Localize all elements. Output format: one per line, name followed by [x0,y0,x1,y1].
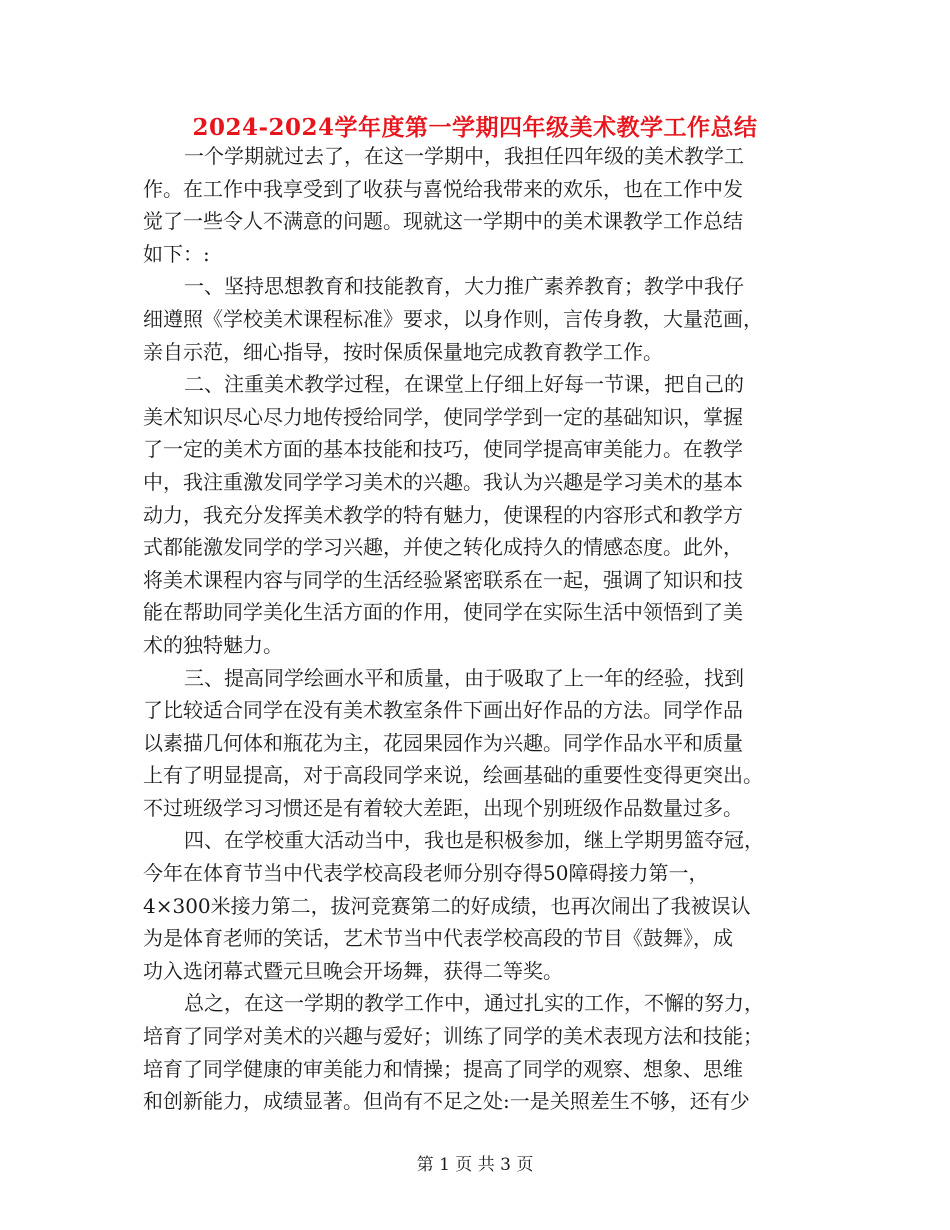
text-line: 作。在工作中我享受到了收获与喜悦给我带来的欢乐，也在工作中发 [143,176,743,201]
text-line: 了比较适合同学在没有美术教室条件下画出好作品的方法。同学作品 [143,698,743,723]
text-line: 式都能激发同学的学习兴趣，并使之转化成持久的情感态度。此外， [143,535,743,560]
paragraph-section-2 [143,368,809,661]
text-line: 能在帮助同学美化生活方面的作用，使同学在实际生活中领悟到了美 [143,600,743,625]
text-line: 中，我注重激发同学学习美术的兴趣。我认为兴趣是学习美术的基本 [143,469,743,494]
text-line: 功入选闭幕式暨元旦晚会开场舞，获得二等奖。 [143,958,563,983]
text-line: 术的独特魅力。 [143,632,283,657]
paragraph-section-3 [143,662,809,825]
page-title: 2024-2024学年度第一学期四年级美术教学工作总结 [192,114,758,141]
paragraph-intro [143,140,809,270]
text-line: 一个学期就过去了，在这一学期中，我担任四年级的美术教学工 [184,144,744,168]
text-line: 四、在学校重大活动当中，我也是积极参加，继上学期男篮夺冠， [184,828,764,853]
text-line: 一、坚持思想教育和技能教育，大力推广素养教育；教学中我仔 [184,274,744,299]
text-line: 亲自示范，细心指导，按时保质保量地完成教育教学工作。 [143,339,663,364]
document-body [143,140,809,1118]
paragraph-section-4 [143,824,809,987]
text-line: 三、提高同学绘画水平和质量，由于吸取了上一年的经验，找到 [184,665,744,690]
text-line: 总之，在这一学期的教学工作中，通过扎实的工作，不懈的努力， [184,991,764,1016]
text-line: 二、注重美术教学过程，在课堂上仔细上好每一节课，把自己的 [184,372,744,397]
text-line: 不过班级学习习惯还是有着较大差距，出现个别班级作品数量过多。 [143,795,743,820]
text-line: 和创新能力，成绩显著。但尚有不足之处:一是关照差生不够，还有少 [143,1089,750,1114]
text-line: 美术知识尽心尽力地传授给同学，使同学学到一定的基础知识，掌握 [143,404,743,429]
paragraph-summary [143,987,809,1117]
text-line: 培育了同学健康的审美能力和情操；提高了同学的观察、想象、思维 [143,1056,743,1081]
text-line: 了一定的美术方面的基本技能和技巧，使同学提高审美能力。在教学 [143,437,743,462]
text-line: 4×300米接力第二，拔河竞赛第二的好成绩，也再次闹出了我被误认 [143,893,751,918]
text-line: 以素描几何体和瓶花为主，花园果园作为兴趣。同学作品水平和质量 [143,730,743,755]
text-line: 为是体育老师的笑话，艺术节当中代表学校高段的节目《鼓舞》，成 [143,926,733,951]
text-line: 觉了一些令人不满意的问题。现就这一学期中的美术课教学工作总结 [143,209,743,234]
page-footer: 第 1 页 共 3 页 [416,1155,534,1175]
text-line: 培育了同学对美术的兴趣与爱好；训练了同学的美术表现方法和技能； [143,1024,763,1049]
text-line: 细遵照《学校美术课程标准》要求，以身作则，言传身教，大量范画， [143,306,763,331]
text-line: 如下：: [143,241,210,266]
text-line: 上有了明显提高，对于高段同学来说，绘画基础的重要性变得更突出。 [143,763,763,788]
text-line: 动力，我充分发挥美术教学的特有魅力，使课程的内容形式和教学方 [143,502,743,527]
text-line: 将美术课程内容与同学的生活经验紧密联系在一起，强调了知识和技 [143,567,743,592]
paragraph-section-1 [143,270,809,368]
text-line: 今年在体育节当中代表学校高段老师分别夺得50障碍接力第一， [143,861,709,886]
